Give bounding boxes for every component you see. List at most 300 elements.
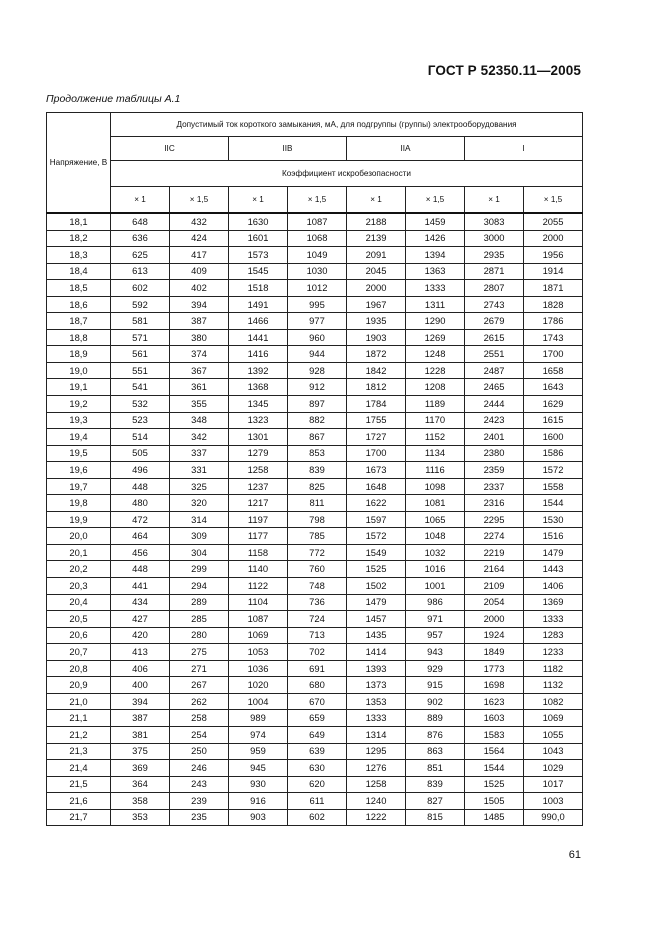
voltage-cell: 21,3 (47, 743, 111, 760)
value-cell: 1630 (229, 213, 288, 230)
value-cell: 1087 (229, 611, 288, 628)
voltage-cell: 21,5 (47, 776, 111, 793)
value-cell: 1258 (229, 462, 288, 479)
value-cell: 374 (170, 346, 229, 363)
value-cell: 309 (170, 528, 229, 545)
current-header: Допустимый ток короткого замыкания, мА, для подгруппы (группы) электрооборудования (111, 113, 583, 137)
value-cell: 448 (111, 561, 170, 578)
table-row (47, 776, 583, 793)
table-row (47, 561, 583, 578)
value-cell: 394 (111, 693, 170, 710)
value-cell: 1700 (347, 445, 406, 462)
value-cell: 532 (111, 396, 170, 413)
value-cell: 1016 (406, 561, 465, 578)
value-cell: 1065 (406, 511, 465, 528)
value-cell: 2164 (465, 561, 524, 578)
value-cell: 331 (170, 462, 229, 479)
value-cell: 1004 (229, 693, 288, 710)
value-cell: 611 (288, 793, 347, 810)
value-cell: 1311 (406, 296, 465, 313)
value-cell: 551 (111, 362, 170, 379)
page-number: 61 (568, 849, 581, 861)
value-cell: 649 (288, 726, 347, 743)
value-cell: 1849 (465, 644, 524, 661)
value-cell: 1525 (347, 561, 406, 578)
value-cell: 285 (170, 611, 229, 628)
table-row (47, 445, 583, 462)
voltage-cell: 19,9 (47, 511, 111, 528)
group-header: IIB (229, 137, 347, 161)
table-row (47, 578, 583, 595)
coefficient-cell: × 1,5 (288, 187, 347, 214)
coefficient-cell: × 1 (229, 187, 288, 214)
value-cell: 989 (229, 710, 288, 727)
value-cell: 592 (111, 296, 170, 313)
value-cell: 639 (288, 743, 347, 760)
value-cell: 2274 (465, 528, 524, 545)
voltage-cell: 19,0 (47, 362, 111, 379)
value-cell: 1435 (347, 627, 406, 644)
table-row (47, 263, 583, 280)
value-cell: 882 (288, 412, 347, 429)
value-cell: 2219 (465, 544, 524, 561)
table-row (47, 710, 583, 727)
value-cell: 1530 (524, 511, 583, 528)
value-cell: 1029 (524, 760, 583, 777)
value-cell: 1189 (406, 396, 465, 413)
value-cell: 1043 (524, 743, 583, 760)
value-cell: 702 (288, 644, 347, 661)
voltage-cell: 21,2 (47, 726, 111, 743)
value-cell: 1345 (229, 396, 288, 413)
value-cell: 441 (111, 578, 170, 595)
value-cell: 1572 (347, 528, 406, 545)
value-cell: 995 (288, 296, 347, 313)
value-cell: 464 (111, 528, 170, 545)
table-row (47, 329, 583, 346)
value-cell: 1240 (347, 793, 406, 810)
value-cell: 514 (111, 429, 170, 446)
value-cell: 1812 (347, 379, 406, 396)
value-cell: 929 (406, 660, 465, 677)
value-cell: 851 (406, 760, 465, 777)
value-cell: 839 (406, 776, 465, 793)
value-cell: 1069 (229, 627, 288, 644)
value-cell: 1828 (524, 296, 583, 313)
value-cell: 811 (288, 495, 347, 512)
value-cell: 1872 (347, 346, 406, 363)
voltage-cell: 21,7 (47, 809, 111, 826)
voltage-cell: 19,6 (47, 462, 111, 479)
value-cell: 432 (170, 213, 229, 230)
value-cell: 1233 (524, 644, 583, 661)
value-cell: 1053 (229, 644, 288, 661)
value-cell: 1643 (524, 379, 583, 396)
voltage-cell: 20,7 (47, 644, 111, 661)
value-cell: 1295 (347, 743, 406, 760)
value-cell: 434 (111, 594, 170, 611)
voltage-cell: 19,3 (47, 412, 111, 429)
value-cell: 691 (288, 660, 347, 677)
voltage-cell: 19,1 (47, 379, 111, 396)
value-cell: 960 (288, 329, 347, 346)
value-cell: 977 (288, 313, 347, 330)
value-cell: 280 (170, 627, 229, 644)
table-row (47, 627, 583, 644)
value-cell: 1301 (229, 429, 288, 446)
value-cell: 1228 (406, 362, 465, 379)
value-cell: 1956 (524, 247, 583, 264)
value-cell: 348 (170, 412, 229, 429)
value-cell: 1177 (229, 528, 288, 545)
voltage-cell: 21,0 (47, 693, 111, 710)
value-cell: 772 (288, 544, 347, 561)
value-cell: 827 (406, 793, 465, 810)
value-cell: 1755 (347, 412, 406, 429)
value-cell: 1368 (229, 379, 288, 396)
value-cell: 1333 (524, 611, 583, 628)
value-cell: 1087 (288, 213, 347, 230)
value-cell: 2000 (347, 280, 406, 297)
value-cell: 1069 (524, 710, 583, 727)
value-cell: 1601 (229, 230, 288, 247)
value-cell: 320 (170, 495, 229, 512)
coefficient-cell: × 1 (111, 187, 170, 214)
voltage-header: Напряжение, В (47, 113, 111, 214)
table-row (47, 743, 583, 760)
group-header: IIA (347, 137, 465, 161)
value-cell: 427 (111, 611, 170, 628)
value-cell: 602 (288, 809, 347, 826)
voltage-cell: 19,4 (47, 429, 111, 446)
value-cell: 1279 (229, 445, 288, 462)
voltage-cell: 21,1 (47, 710, 111, 727)
table-row (47, 346, 583, 363)
value-cell: 986 (406, 594, 465, 611)
standard-header: ГОСТ Р 52350.11—2005 (427, 63, 581, 78)
value-cell: 1457 (347, 611, 406, 628)
value-cell: 2444 (465, 396, 524, 413)
value-cell: 364 (111, 776, 170, 793)
coefficient-cell: × 1,5 (406, 187, 465, 214)
table-row (47, 544, 583, 561)
value-cell: 863 (406, 743, 465, 760)
value-cell: 1269 (406, 329, 465, 346)
table-row (47, 760, 583, 777)
value-cell: 1369 (524, 594, 583, 611)
value-cell: 1152 (406, 429, 465, 446)
value-cell: 785 (288, 528, 347, 545)
value-cell: 1622 (347, 495, 406, 512)
voltage-cell: 20,2 (47, 561, 111, 578)
table-row (47, 429, 583, 446)
voltage-cell: 18,2 (47, 230, 111, 247)
value-cell: 815 (406, 809, 465, 826)
voltage-cell: 20,5 (47, 611, 111, 628)
value-cell: 902 (406, 693, 465, 710)
value-cell: 1248 (406, 346, 465, 363)
value-cell: 325 (170, 478, 229, 495)
value-cell: 420 (111, 627, 170, 644)
table-row (47, 230, 583, 247)
value-cell: 2871 (465, 263, 524, 280)
value-cell: 1544 (524, 495, 583, 512)
value-cell: 876 (406, 726, 465, 743)
voltage-cell: 18,7 (47, 313, 111, 330)
coefficient-header: Коэффициент искробезопасности (111, 161, 583, 187)
value-cell: 957 (406, 627, 465, 644)
voltage-cell: 18,1 (47, 213, 111, 230)
value-cell: 1323 (229, 412, 288, 429)
value-cell: 903 (229, 809, 288, 826)
value-cell: 648 (111, 213, 170, 230)
value-cell: 358 (111, 793, 170, 810)
value-cell: 1525 (465, 776, 524, 793)
value-cell: 853 (288, 445, 347, 462)
value-cell: 1276 (347, 760, 406, 777)
value-cell: 1597 (347, 511, 406, 528)
value-cell: 1333 (406, 280, 465, 297)
coefficient-cell: × 1 (347, 187, 406, 214)
value-cell: 1132 (524, 677, 583, 694)
value-cell: 505 (111, 445, 170, 462)
voltage-cell: 20,8 (47, 660, 111, 677)
value-cell: 1786 (524, 313, 583, 330)
value-cell: 2000 (524, 230, 583, 247)
value-cell: 1967 (347, 296, 406, 313)
value-cell: 670 (288, 693, 347, 710)
value-cell: 1459 (406, 213, 465, 230)
value-cell: 2743 (465, 296, 524, 313)
value-cell: 1545 (229, 263, 288, 280)
table-row (47, 296, 583, 313)
value-cell: 1502 (347, 578, 406, 595)
value-cell: 1416 (229, 346, 288, 363)
value-cell: 2807 (465, 280, 524, 297)
value-cell: 2109 (465, 578, 524, 595)
value-cell: 541 (111, 379, 170, 396)
value-cell: 1544 (465, 760, 524, 777)
value-cell: 417 (170, 247, 229, 264)
voltage-cell: 19,2 (47, 396, 111, 413)
value-cell: 480 (111, 495, 170, 512)
table-row (47, 809, 583, 826)
value-cell: 1001 (406, 578, 465, 595)
value-cell: 262 (170, 693, 229, 710)
value-cell: 659 (288, 710, 347, 727)
value-cell: 581 (111, 313, 170, 330)
value-cell: 1623 (465, 693, 524, 710)
value-cell: 943 (406, 644, 465, 661)
value-cell: 1098 (406, 478, 465, 495)
value-cell: 448 (111, 478, 170, 495)
value-cell: 2551 (465, 346, 524, 363)
value-cell: 1158 (229, 544, 288, 561)
table-row (47, 594, 583, 611)
coefficient-cell: × 1,5 (170, 187, 229, 214)
value-cell: 1443 (524, 561, 583, 578)
value-cell: 713 (288, 627, 347, 644)
value-cell: 1406 (524, 578, 583, 595)
voltage-cell: 21,4 (47, 760, 111, 777)
value-cell: 1564 (465, 743, 524, 760)
value-cell: 1727 (347, 429, 406, 446)
value-cell: 2337 (465, 478, 524, 495)
value-cell: 275 (170, 644, 229, 661)
value-cell: 406 (111, 660, 170, 677)
value-cell: 928 (288, 362, 347, 379)
value-cell: 250 (170, 743, 229, 760)
value-cell: 944 (288, 346, 347, 363)
value-cell: 945 (229, 760, 288, 777)
value-cell: 1558 (524, 478, 583, 495)
value-cell: 271 (170, 660, 229, 677)
value-cell: 1036 (229, 660, 288, 677)
value-cell: 1903 (347, 329, 406, 346)
value-cell: 760 (288, 561, 347, 578)
table-row (47, 412, 583, 429)
table-row (47, 793, 583, 810)
value-cell: 1426 (406, 230, 465, 247)
value-cell: 381 (111, 726, 170, 743)
value-cell: 342 (170, 429, 229, 446)
value-cell: 1170 (406, 412, 465, 429)
value-cell: 1208 (406, 379, 465, 396)
value-cell: 1394 (406, 247, 465, 264)
value-cell: 1466 (229, 313, 288, 330)
table-row (47, 660, 583, 677)
value-cell: 246 (170, 760, 229, 777)
value-cell: 2615 (465, 329, 524, 346)
value-cell: 304 (170, 544, 229, 561)
value-cell: 620 (288, 776, 347, 793)
value-cell: 602 (111, 280, 170, 297)
value-cell: 1773 (465, 660, 524, 677)
value-cell: 314 (170, 511, 229, 528)
value-cell: 825 (288, 478, 347, 495)
value-cell: 267 (170, 677, 229, 694)
table-row (47, 396, 583, 413)
value-cell: 2054 (465, 594, 524, 611)
value-cell: 3083 (465, 213, 524, 230)
value-cell: 1479 (347, 594, 406, 611)
value-cell: 1290 (406, 313, 465, 330)
value-cell: 625 (111, 247, 170, 264)
coefficient-cell: × 1 (465, 187, 524, 214)
value-cell: 1914 (524, 263, 583, 280)
table-row (47, 478, 583, 495)
value-cell: 1842 (347, 362, 406, 379)
table-row (47, 726, 583, 743)
value-cell: 1505 (465, 793, 524, 810)
value-cell: 1700 (524, 346, 583, 363)
table-row (47, 611, 583, 628)
value-cell: 636 (111, 230, 170, 247)
value-cell: 361 (170, 379, 229, 396)
value-cell: 2359 (465, 462, 524, 479)
value-cell: 1572 (524, 462, 583, 479)
value-cell: 1441 (229, 329, 288, 346)
value-cell: 915 (406, 677, 465, 694)
value-cell: 736 (288, 594, 347, 611)
value-cell: 1392 (229, 362, 288, 379)
value-cell: 613 (111, 263, 170, 280)
value-cell: 2935 (465, 247, 524, 264)
value-cell: 889 (406, 710, 465, 727)
value-cell: 1924 (465, 627, 524, 644)
value-cell: 1314 (347, 726, 406, 743)
table-row (47, 511, 583, 528)
value-cell: 355 (170, 396, 229, 413)
table-row (47, 213, 583, 230)
value-cell: 2139 (347, 230, 406, 247)
value-cell: 1784 (347, 396, 406, 413)
value-cell: 1182 (524, 660, 583, 677)
value-cell: 1032 (406, 544, 465, 561)
value-cell: 456 (111, 544, 170, 561)
value-cell: 1020 (229, 677, 288, 694)
value-cell: 1197 (229, 511, 288, 528)
current-table (46, 112, 583, 826)
value-cell: 353 (111, 809, 170, 826)
value-cell: 299 (170, 561, 229, 578)
value-cell: 1658 (524, 362, 583, 379)
value-cell: 1055 (524, 726, 583, 743)
value-cell: 1393 (347, 660, 406, 677)
value-cell: 959 (229, 743, 288, 760)
value-cell: 1935 (347, 313, 406, 330)
value-cell: 1140 (229, 561, 288, 578)
value-cell: 1629 (524, 396, 583, 413)
value-cell: 1237 (229, 478, 288, 495)
value-cell: 1615 (524, 412, 583, 429)
table-row (47, 362, 583, 379)
value-cell: 380 (170, 329, 229, 346)
value-cell: 258 (170, 710, 229, 727)
value-cell: 1573 (229, 247, 288, 264)
value-cell: 916 (229, 793, 288, 810)
voltage-cell: 20,4 (47, 594, 111, 611)
value-cell: 1871 (524, 280, 583, 297)
value-cell: 724 (288, 611, 347, 628)
value-cell: 1479 (524, 544, 583, 561)
value-cell: 254 (170, 726, 229, 743)
value-cell: 2380 (465, 445, 524, 462)
value-cell: 2000 (465, 611, 524, 628)
voltage-cell: 20,1 (47, 544, 111, 561)
table-row (47, 677, 583, 694)
value-cell: 400 (111, 677, 170, 694)
value-cell: 1081 (406, 495, 465, 512)
value-cell: 2188 (347, 213, 406, 230)
voltage-cell: 20,3 (47, 578, 111, 595)
voltage-cell: 19,5 (47, 445, 111, 462)
value-cell: 413 (111, 644, 170, 661)
value-cell: 289 (170, 594, 229, 611)
voltage-cell: 18,6 (47, 296, 111, 313)
value-cell: 930 (229, 776, 288, 793)
value-cell: 2295 (465, 511, 524, 528)
value-cell: 971 (406, 611, 465, 628)
value-cell: 2423 (465, 412, 524, 429)
voltage-cell: 18,3 (47, 247, 111, 264)
voltage-cell: 18,8 (47, 329, 111, 346)
value-cell: 1003 (524, 793, 583, 810)
group-header: IIC (111, 137, 229, 161)
coefficient-cell: × 1,5 (524, 187, 583, 214)
value-cell: 367 (170, 362, 229, 379)
value-cell: 839 (288, 462, 347, 479)
